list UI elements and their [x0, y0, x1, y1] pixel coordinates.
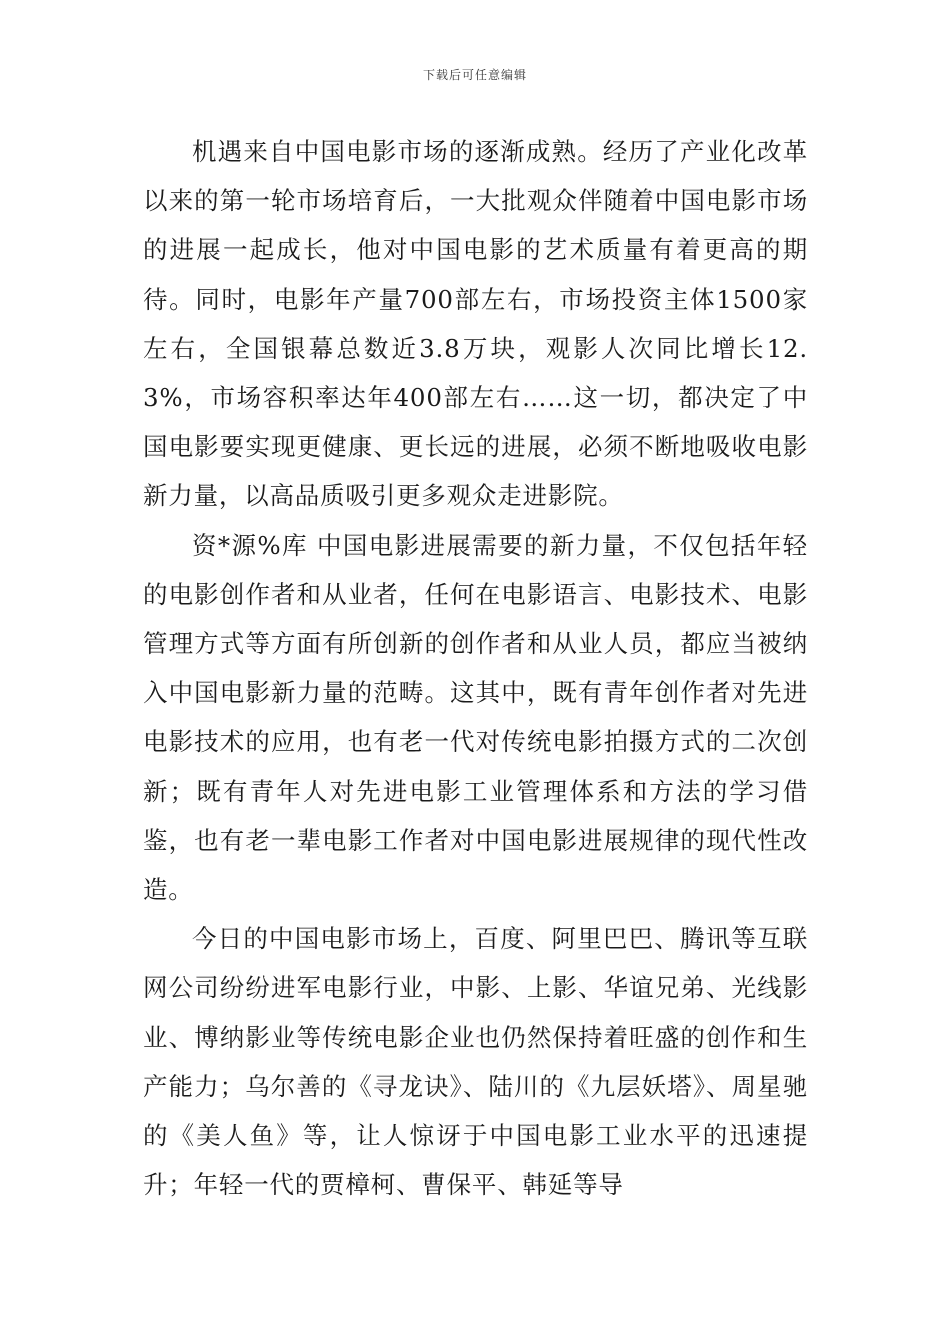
paragraph-new-forces: 资*源%库 中国电影进展需要的新力量，不仅包括年轻的电影创作者和从业者，任何在电影语言、电影技术、电影管理方式等方面有所创新的创作者和从业人员，都应当被纳入中国电影新力量的范畴。这其中，既有青年创作者对先进电影技术的应用，也有老一代对传统电影拍摄方式的二次创新；既有青年人对先进电影工业管理体系和方法的学习借鉴，也有老一辈电影工作者对中国电影进展规律的现代性改造。 — [143, 530, 808, 905]
page-header: 下载后可任意编辑 — [422, 68, 527, 82]
document-body — [143, 127, 808, 1209]
paragraph-market-maturity: 机遇来自中国电影市场的逐渐成熟。经历了产业化改革以来的第一轮市场培育后，一大批观众伴随着中国电影市场的进展一起成长，他对中国电影的艺术质量有着更高的期待。同时，电影年产量700部左右，市场投资主体1500家左右，全国银幕总数近3.8万块，观影人次同比增长12.3%，市场容积率达年400部左右……这一切，都决定了中国电影要实现更健康、更长远的进展，必须不断地吸收电影新力量，以高品质吸引更多观众走进影院。 — [143, 137, 808, 511]
paragraph-industry-today: 今日的中国电影市场上，百度、阿里巴巴、腾讯等互联网公司纷纷进军电影行业，中影、上影、华谊兄弟、光线影业、博纳影业等传统电影企业也仍然保持着旺盛的创作和生产能力；乌尔善的《寻龙诀》、陆川的《九层妖塔》、周星驰的《美人鱼》等，让人惊讶于中国电影工业水平的迅速提升；年轻一代的贾樟柯、曹保平、韩延等导 — [143, 924, 808, 1200]
